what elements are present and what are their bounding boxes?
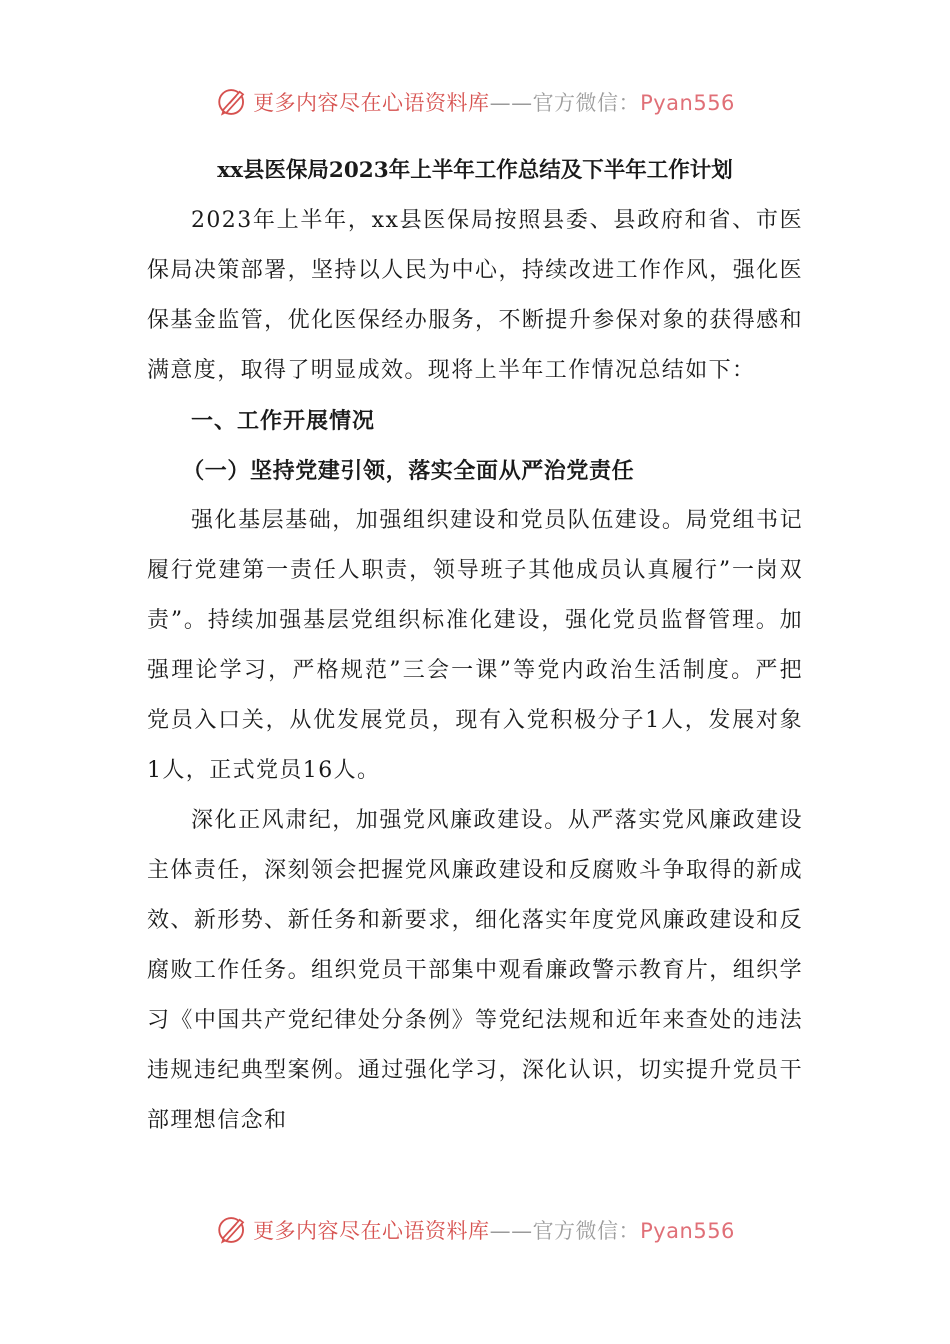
body-paragraph-2: 深化正风肃纪，加强党风廉政建设。从严落实党风廉政建设主体责任，深刻领会把握党风廉政建设和反腐败斗争取得的新成效、新形势、新任务和新要求，细化落实年度党风廉政建设和反腐败工作任务。组织党员干部集中观看廉政警示教育片，组织学习《中国共产党纪律处分条例》等党纪法规和近年来查处的违法违规违纪典型案例。通过强化学习，深化认识，切实提升党员干部理想信念和 bbox=[147, 808, 803, 1133]
pen-logo-icon bbox=[215, 1213, 249, 1247]
subsection-heading-1: （一）坚持党建引领，落实全面从严治党责任 bbox=[182, 458, 635, 484]
intro-paragraph: 2023年上半年，xx县医保局按照县委、县政府和省、市医保局决策部署，坚持以人民为中心，持续改进工作作风，强化医保基金监管，优化医保经办服务，不断提升参保对象的获得感和满意度，取得了明显成效。现将上半年工作情况总结如下： bbox=[147, 208, 803, 383]
section-heading-1: 一、工作开展情况 bbox=[191, 408, 376, 434]
watermark-text: 更多内容尽在心语资料库——官方微信：Pyan556 bbox=[253, 1219, 735, 1243]
document-body bbox=[147, 146, 803, 1146]
watermark-text: 更多内容尽在心语资料库——官方微信：Pyan556 bbox=[253, 91, 735, 115]
pen-logo-icon bbox=[215, 85, 249, 119]
watermark-banner-top bbox=[0, 82, 950, 122]
watermark-banner-bottom bbox=[0, 1210, 950, 1250]
document-title: xx县医保局2023年上半年工作总结及下半年工作计划 bbox=[217, 158, 733, 183]
body-paragraph-1: 强化基层基础，加强组织建设和党员队伍建设。局党组书记履行党建第一责任人职责，领导班子其他成员认真履行”一岗双责”。持续加强基层党组织标准化建设，强化党员监督管理。加强理论学习，严格规范”三会一课”等党内政治生活制度。严把党员入口关，从优发展党员，现有入党积极分子1人，发展对象1人，正式党员16人。 bbox=[147, 508, 803, 783]
